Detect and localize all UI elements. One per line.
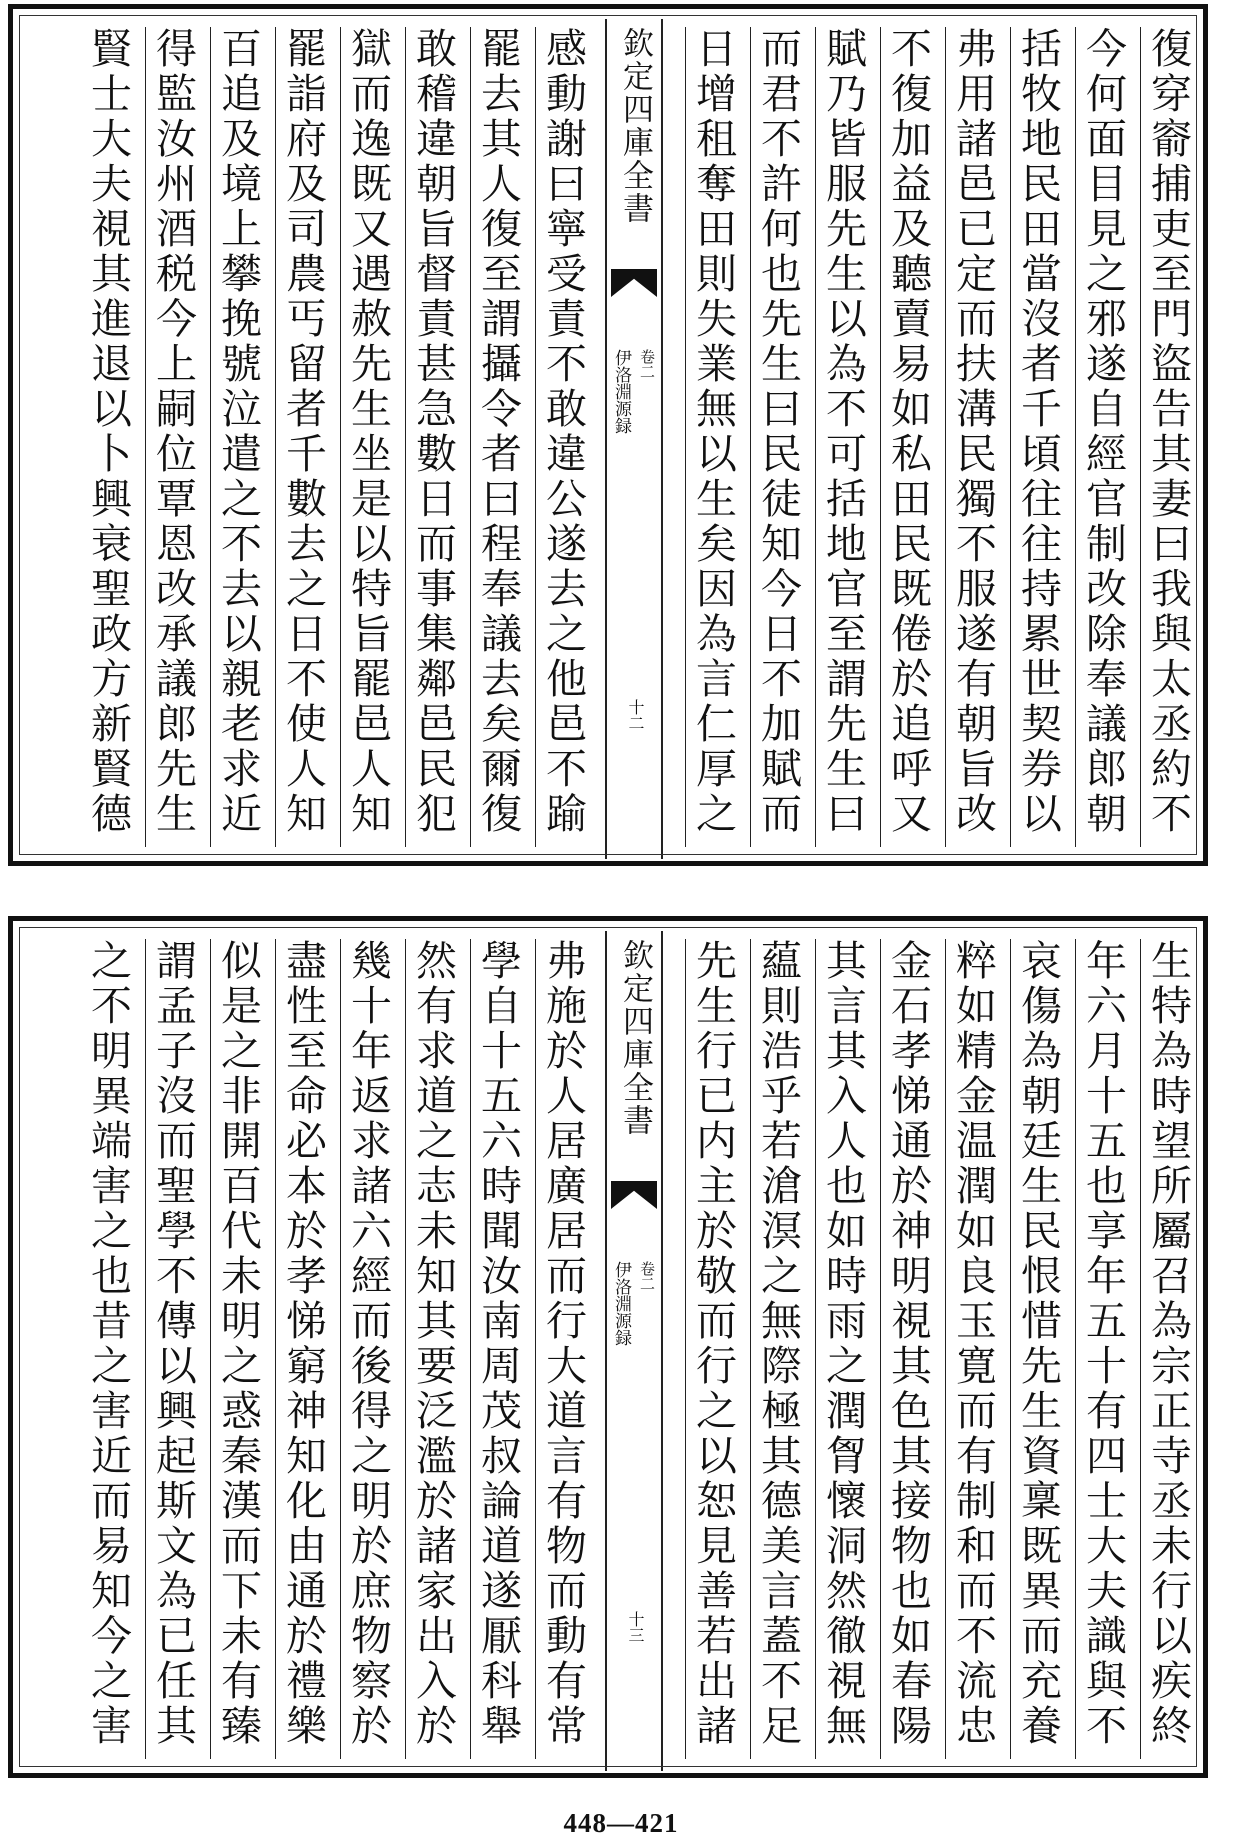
text-column: 藴則浩乎若滄溟之無際極其德美言蓋不足 — [750, 939, 806, 1759]
text-column: 敢稽違朝旨督責甚急數日而事集鄰邑民犯 — [405, 27, 461, 847]
text-column: 學自十五六時聞汝南周茂叔論道遂厭科舉 — [470, 939, 526, 1759]
text-column: 粹如精金温潤如良玉寛而有制和而不流忠 — [945, 939, 1001, 1759]
text-column: 之不明異端害之也昔之害近而易知今之害 — [84, 939, 132, 1749]
page-top — [8, 4, 1208, 866]
text-column: 年六月十五也享年五十有四士大夫識與不 — [1075, 939, 1131, 1759]
text-column: 哀傷為朝廷生民恨惜先生資稟既異而充養 — [1010, 939, 1066, 1759]
text-column: 獄而逸既又遇赦先生坐是以特旨罷邑人知 — [340, 27, 396, 847]
text-column: 先生行已内主於敬而行之以恕見善若出諸 — [685, 939, 741, 1759]
page-number: 448—421 — [563, 1808, 679, 1838]
text-column: 其言其入人也如時雨之潤胷懷洞然徹視無 — [815, 939, 871, 1759]
text-column: 今何面目見之邪遂自經官制改除奉議郎朝 — [1075, 27, 1131, 847]
text-column: 括牧地民田當沒者千頃往往持累世契券以 — [1010, 27, 1066, 847]
text-column: 罷去其人復至謂攝令者曰程奉議去矣爾復 — [470, 27, 526, 847]
text-column: 然有求道之志未知其要泛濫於諸家出入於 — [405, 939, 461, 1759]
center-book-title: 伊洛淵源録 — [611, 349, 631, 434]
text-column: 弗用諸邑已定而扶溝民獨不服遂有朝旨改 — [945, 27, 1001, 847]
text-column: 復穿窬捕吏至門盜告其妻曰我與太丞約不 — [1140, 27, 1196, 847]
text-column: 得監汝州酒税今上嗣位覃恩改承議郎先生 — [145, 27, 201, 847]
center-fold — [605, 19, 663, 859]
text-column: 似是之非開百代未明之惑秦漢而下未有臻 — [210, 939, 266, 1759]
center-fold — [605, 931, 663, 1771]
text-column: 賦乃皆服先生以為不可括地官至謂先生曰 — [815, 27, 871, 847]
text-column: 弗施於人居廣居而行大道言有物而動有常 — [535, 939, 591, 1759]
fishtail-mark-icon — [611, 269, 657, 297]
center-book-title: 伊洛淵源録 — [611, 1261, 631, 1346]
text-column: 盡性至命必本於孝悌窮神知化由通於禮樂 — [275, 939, 331, 1759]
center-title: 欽定四庫全書 — [617, 27, 653, 225]
text-column: 罷詣府及司農丐留者千數去之日不使人知 — [275, 27, 331, 847]
center-folio-number: 十二 — [626, 699, 645, 731]
text-column: 感動謝曰寧受責不敢違公遂去之他邑不踰 — [535, 27, 591, 847]
text-column: 百追及境上攀挽號泣遣之不去以親老求近 — [210, 27, 266, 847]
text-column: 謂孟子沒而聖學不傳以興起斯文為已任其 — [145, 939, 201, 1759]
fishtail-mark-icon — [611, 1181, 657, 1209]
center-folio-number: 十三 — [626, 1611, 645, 1643]
text-column: 賢士大夫視其進退以卜興衰聖政方新賢德 — [84, 27, 132, 837]
text-column: 不復加益及聽賣易如私田民既倦於追呼又 — [880, 27, 936, 847]
page-bottom — [8, 916, 1208, 1778]
text-column: 生特為時望所屬召為宗正寺丞未行以疾終 — [1140, 939, 1196, 1759]
center-juan: 卷二 — [638, 349, 656, 379]
text-column: 日增租奪田則失業無以生矣因為言仁厚之 — [685, 27, 741, 847]
text-column: 而君不許何也先生曰民徒知今日不加賦而 — [750, 27, 806, 847]
text-column: 幾十年返求諸六經而後得之明於庶物察於 — [340, 939, 396, 1759]
center-title: 欽定四庫全書 — [617, 939, 653, 1137]
center-juan: 卷二 — [638, 1261, 656, 1291]
text-column: 金石孝悌通於神明視其色其接物也如春陽 — [880, 939, 936, 1759]
